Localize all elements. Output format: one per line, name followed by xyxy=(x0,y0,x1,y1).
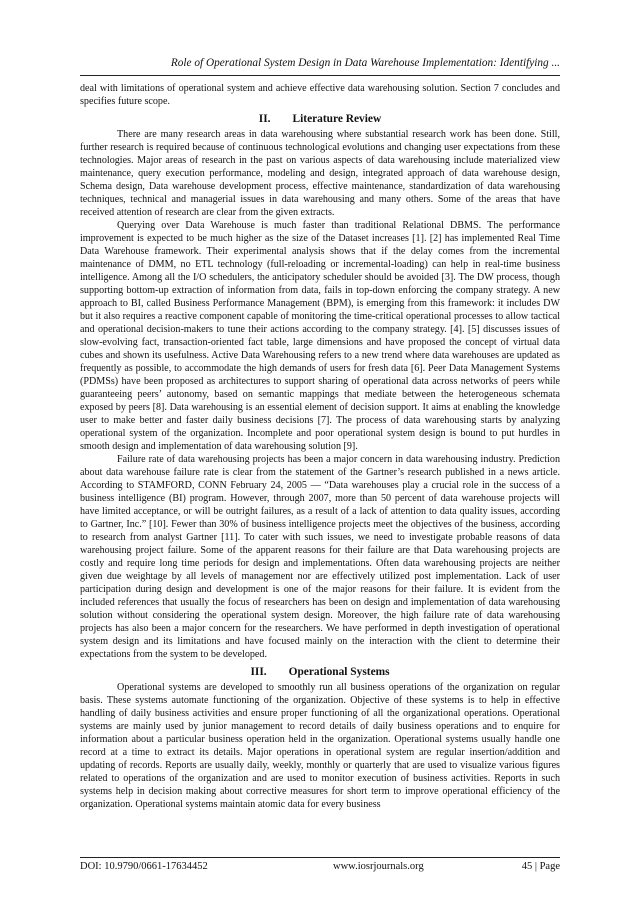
page-footer xyxy=(80,861,560,875)
section-3-paragraph-1: Operational systems are developed to smoothly run all business operations of the organization on regular basis. These systems automate functioning of the organization. Objective of these systems is to help in effective handling of daily business activities and ensure proper functioning of all the organizational operations. Operational systems are mainly used by junior management to record details of daily business operations and to enquire for information about a particular business operation held in the organization. Operational systems usually handle one record at a time to extract its details. Major operations in operational system are regular insertion/addition and updating of records. Reports are usually daily, weekly, monthly or quarterly that are used to visualize various figures related to operations of the organization and are used to monitor execution of business activities. Reports in such systems help in decision making about corrective measures for short term to improve operational efficiency of the organization. Operational systems maintain atomic data for every business xyxy=(80,682,560,810)
footer-website: www.iosrjournals.org xyxy=(333,861,424,872)
intro-continuation-paragraph: deal with limitations of operational system and achieve effective data warehousing solution. Section 7 concludes and specifies future scope. xyxy=(80,83,560,107)
section-2-paragraph-1: There are many research areas in data warehousing where substantial research work has been done. Still, further research is required because of continuous technological evolutions and changing user expectations from these technologies. Major areas of research in the past on various aspects of data warehousing include materialized view maintenance, query execution performance, modeling and design, integrated approach of data warehouse design, Schema design, Data warehouse development process, effective maintenance, standardization of data warehousing techniques, technical and managerial issues in data warehousing and many others. Some of the areas that have received attention of research are clear from the given extracts. xyxy=(80,129,560,218)
section-2-title: Literature Review xyxy=(292,113,382,125)
section-3-title: Operational Systems xyxy=(288,666,390,678)
running-header: Role of Operational System Design in Data Warehouse Implementation: Identifying ... xyxy=(170,57,560,69)
section-3-number: III. xyxy=(250,666,267,678)
body-text xyxy=(80,82,560,811)
footer-page-number: 45 | Page xyxy=(521,861,560,872)
section-2-paragraph-2: Querying over Data Warehouse is much faster than traditional Relational DBMS. The performance improvement is expected to be much higher as the size of the Dataset increases [1]. [2] has implemented Real Time Data Warehouse framework. Their experimental analysis shows that if the delay comes from the incremental maintenance of DMM, no ETL technology (full-reloading or incremental-loading) can help in real-time business intelligence. Among all the I/O schedulers, the anticipatory scheduler should be avoided [3]. The DW process, though supporting bottom-up extraction of information from data, fails in top-down enforcing the company strategy. A new approach to BI, called Business Performance Management (BPM), is emerging from this framework: it includes DW but it also requires a reactive component capable of monitoring the time-critical operational processes to allow tactical and operational decision-makers to tune their actions according to the company strategy. [4]. [5] discusses issues of slow-evolving fact, transaction-oriented fact table, large dimensions and have proposed the concept of virtual data cubes and shown its usefulness. Active Data Warehousing refers to a new trend where data warehouses are updated as frequently as possible, to accommodate the high demands of users for fresh data [6]. Peer Data Management Systems (PDMSs) have been proposed as architectures to support sharing of operational data across networks of peers while guaranteeing peers’ autonomy, based on semantic mappings that mediate between the heterogeneous schemata exposed by peers [8]. Data warehousing is an essential element of decision support. It aims at enabling the knowledge user to make better and faster daily business decisions [7]. The process of data warehousing starts by analyzing operational system of the organization. Incomplete and poor operational system design is bound to put hurdles in smooth design and implementation of data warehousing solution [9]. xyxy=(80,220,560,452)
footer-rule xyxy=(80,857,560,858)
header-rule xyxy=(80,75,560,76)
section-3-heading xyxy=(80,665,560,679)
section-2-paragraph-3: Failure rate of data warehousing projects has been a major concern in data warehousing industry. Prediction about data warehouse failure rate is clear from the statement of the Gartner’s research published in a news article. According to STAMFORD, CONN February 24, 2005 — “Data warehouses play a crucial role in the success of a business intelligence (BI) program. However, through 2007, more than 50 percent of data warehouse projects will have limited acceptance, or will be outright failures, as a result of a lack of attention to data quality issues, according to Gartner, Inc.” [10]. Fewer than 30% of business intelligence projects meet the objectives of the business, according to research from analyst Gartner [11]. To cater with such issues, we need to investigate probable reasons of data warehousing project failure. Some of the apparent reasons for their failure are that Data warehousing projects are costly and require long time periods for design and implementations. Often data warehousing projects are neither given due weightage by all levels of management nor are effectively utilized post implementation. Lack of user participation during design and development is one of the major reasons for their failure. It is evident from the included references that usually the focus of researchers has been on design and implementation of data warehousing solution without considering the operational system design. Moreover, the high failure rate of data warehousing projects has also been a major concern for the researchers. We have performed in depth investigation of operational system design and its limitations and have focused mainly on the interaction with the client to determine their expectations from the system to be developed. xyxy=(80,454,560,660)
footer-doi: DOI: 10.9790/0661-17634452 xyxy=(80,861,208,872)
section-2-heading xyxy=(80,112,560,126)
section-2-number: II. xyxy=(258,113,271,125)
